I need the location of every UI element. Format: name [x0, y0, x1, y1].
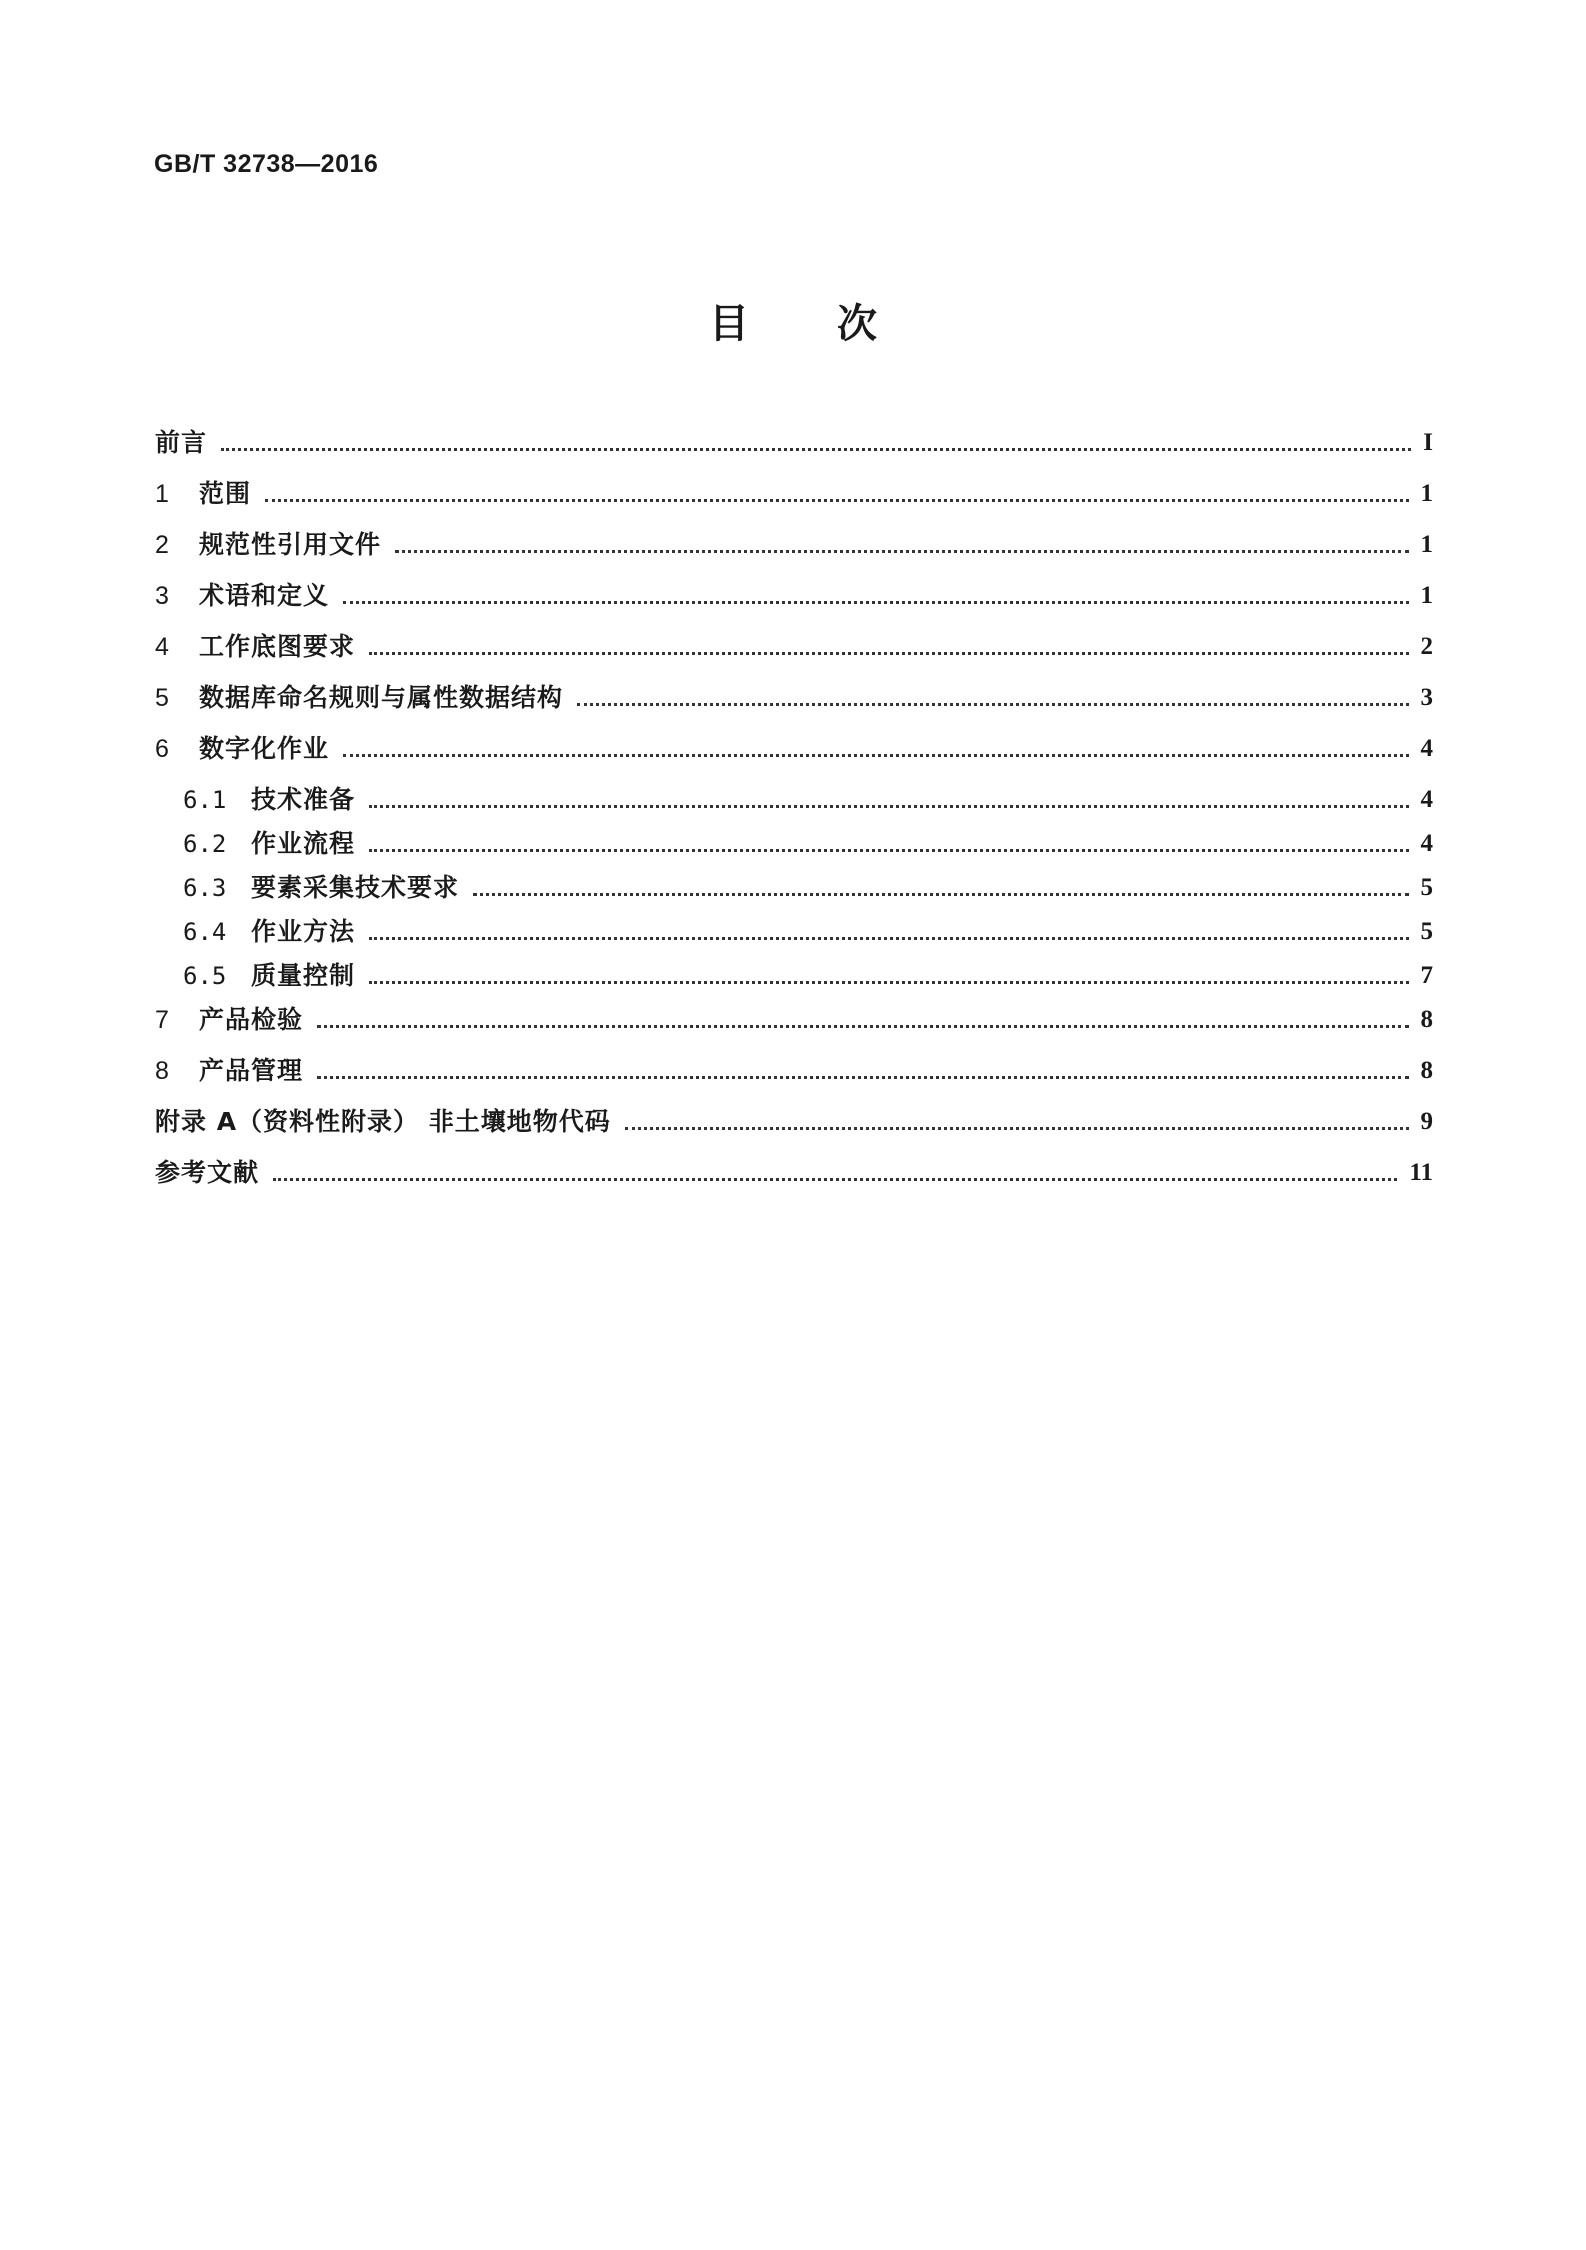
toc-entry-number: 6.5 [183, 962, 227, 990]
toc-entry-number: 1 [155, 480, 169, 508]
toc-entry-number: 2 [155, 531, 169, 559]
dot-leader [317, 1076, 1408, 1079]
toc-entry-label: 质量控制 [251, 961, 356, 990]
toc-entry-label: 要素采集技术要求 [251, 873, 460, 902]
toc-entry-page: 4 [1420, 830, 1433, 857]
toc-entry-5[interactable] [155, 683, 1433, 713]
toc-entry-6-5[interactable] [155, 961, 1433, 991]
toc-entry-4[interactable] [155, 632, 1433, 662]
toc-entry-appendix-a[interactable] [155, 1107, 1433, 1137]
dot-leader [395, 550, 1408, 553]
toc-entry-label: 工作底图要求 [199, 632, 356, 661]
toc-entry-3[interactable] [155, 581, 1433, 611]
toc-entry-page: 4 [1420, 786, 1433, 813]
toc-entry-number: 3 [155, 582, 169, 610]
toc-entry-number: 6.1 [183, 786, 227, 814]
dot-leader [369, 937, 1408, 940]
toc-entry-number: 5 [155, 684, 169, 712]
dot-leader [369, 805, 1408, 808]
toc-entry-label: 规范性引用文件 [199, 530, 382, 559]
toc-entry-page: 7 [1420, 962, 1433, 989]
toc-entry-label: 作业方法 [251, 917, 356, 946]
toc-entry-7[interactable] [155, 1005, 1433, 1035]
toc-entry-number: 4 [155, 633, 169, 661]
toc-entry-label: 数据库命名规则与属性数据结构 [199, 683, 564, 712]
toc-entry-preface[interactable] [155, 428, 1433, 458]
toc-entry-page: 1 [1420, 480, 1433, 507]
toc-entry-page: 1 [1420, 582, 1433, 609]
toc-entry-label: 参考文献 [155, 1158, 260, 1187]
toc-entry-label: 产品检验 [199, 1005, 304, 1034]
toc-entry-page: 2 [1420, 633, 1433, 660]
toc-entry-6[interactable] [155, 734, 1433, 764]
toc-entry-label: 作业流程 [251, 829, 356, 858]
toc-entry-label: 技术准备 [251, 785, 356, 814]
toc-entry-8[interactable] [155, 1056, 1433, 1086]
dot-leader [369, 849, 1408, 852]
toc-entry-number: 8 [155, 1057, 169, 1085]
toc-entry-page: 8 [1420, 1057, 1433, 1084]
dot-leader [369, 981, 1408, 984]
dot-leader [317, 1025, 1408, 1028]
dot-leader [625, 1127, 1409, 1130]
standard-code: GB/T 32738—2016 [154, 150, 379, 178]
dot-leader [577, 703, 1408, 706]
toc-entry-1[interactable] [155, 479, 1433, 509]
toc-entry-page: I [1423, 429, 1433, 456]
toc-entry-number: 6.3 [183, 874, 227, 902]
table-of-contents [155, 428, 1433, 1209]
toc-entry-2[interactable] [155, 530, 1433, 560]
toc-entry-label: 产品管理 [199, 1056, 304, 1085]
toc-entry-label: 数字化作业 [199, 734, 330, 763]
dot-leader [473, 893, 1408, 896]
toc-title: 目次 [709, 301, 965, 347]
dot-leader [273, 1178, 1397, 1181]
toc-entry-number: 6 [155, 735, 169, 763]
toc-entry-6-2[interactable] [155, 829, 1433, 859]
dot-leader [343, 601, 1408, 604]
toc-entry-label: 范围 [199, 479, 252, 508]
toc-entry-6-1[interactable] [155, 785, 1433, 815]
toc-entry-page: 5 [1420, 874, 1433, 901]
toc-entry-page: 11 [1409, 1159, 1433, 1186]
toc-entry-references[interactable] [155, 1158, 1433, 1188]
toc-entry-label: 前言 [155, 428, 208, 457]
toc-entry-label: 附录 A（资料性附录） 非土壤地物代码 [155, 1107, 611, 1136]
dot-leader [265, 499, 1408, 502]
toc-entry-page: 5 [1420, 918, 1433, 945]
dot-leader [343, 754, 1408, 757]
toc-entry-page: 9 [1420, 1108, 1433, 1135]
toc-entry-number: 6.4 [183, 918, 227, 946]
toc-entry-number: 7 [155, 1006, 169, 1034]
toc-entry-page: 3 [1420, 684, 1433, 711]
toc-entry-6-3[interactable] [155, 873, 1433, 903]
toc-entry-page: 1 [1420, 531, 1433, 558]
dot-leader [369, 652, 1408, 655]
toc-entry-page: 4 [1420, 735, 1433, 762]
toc-entry-number: 6.2 [183, 830, 227, 858]
dot-leader [221, 448, 1411, 451]
toc-entry-6-4[interactable] [155, 917, 1433, 947]
toc-entry-label: 术语和定义 [199, 581, 330, 610]
toc-entry-page: 8 [1420, 1006, 1433, 1033]
